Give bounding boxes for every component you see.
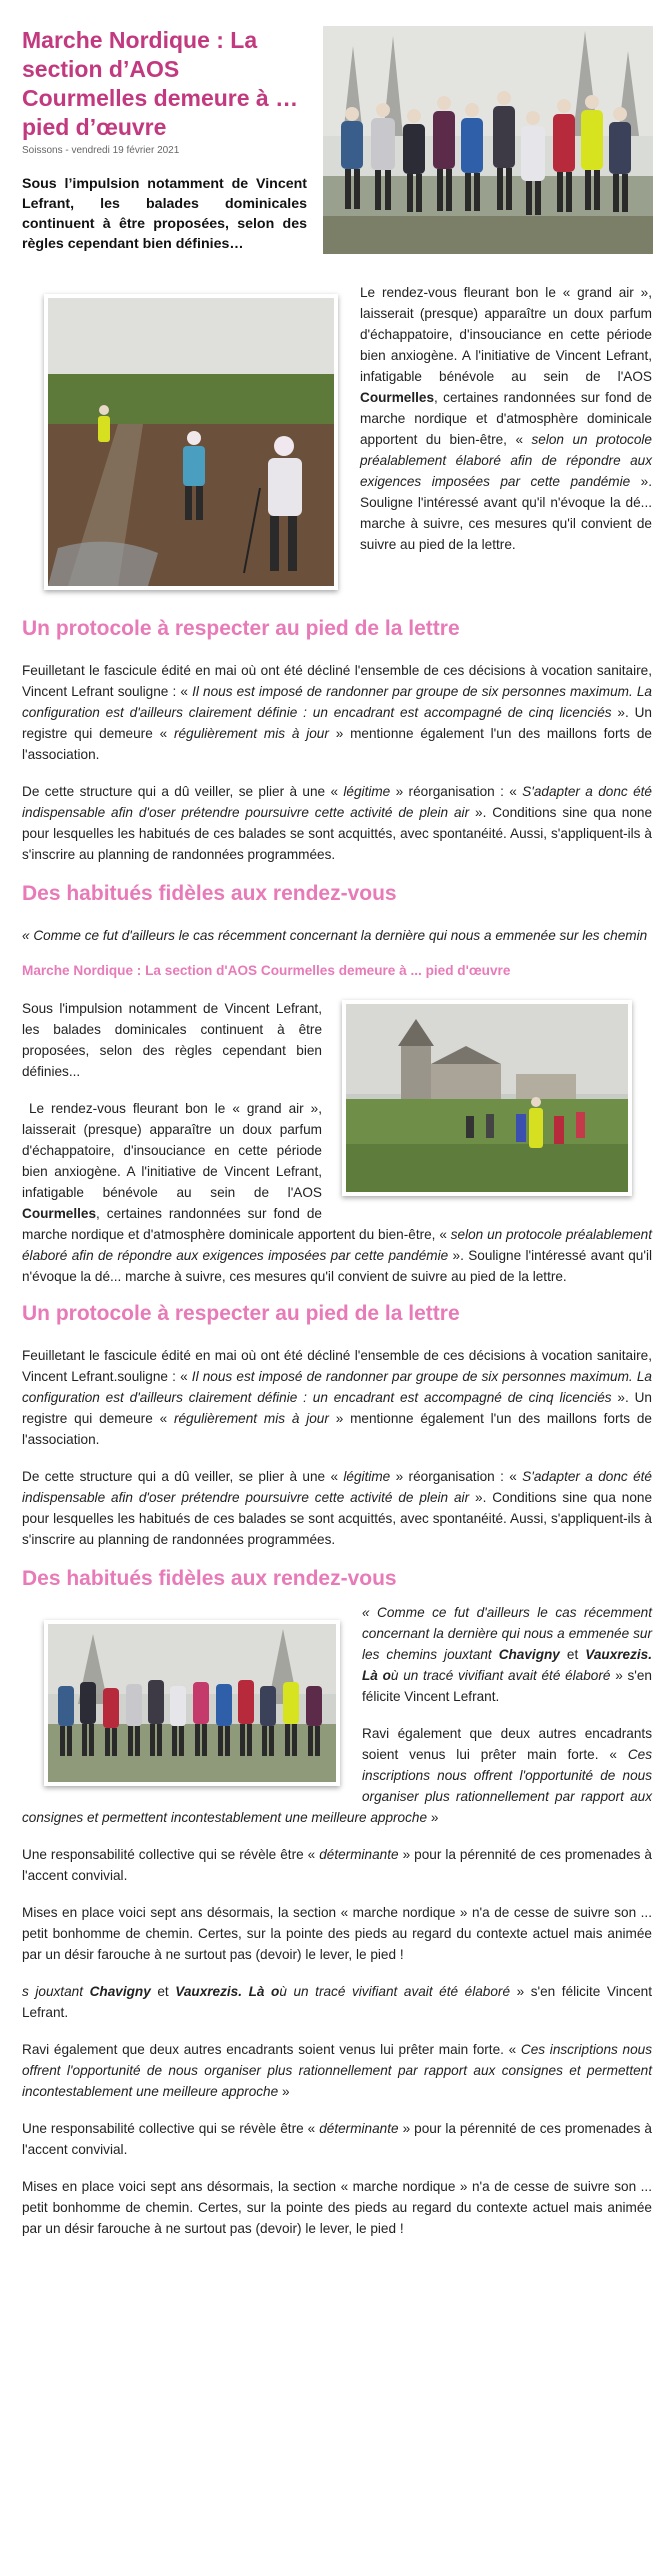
responsabilite-paragraph: Une responsabilité collective qui se révèle être « déterminante » pour la pérennité de ces promenades à l'accent convivial. [22, 1847, 652, 1883]
intro-paragraph: Le rendez-vous fleurant bon le « grand air », laisserait (presque) apparaître un doux parfum d'échappatoire, d'insouciance en cette période bien anxiogène. A l'initiative de Vincent Lefrant, infatigable bénévole au sein de l'AOS Courmelles, certaines randonnées sur fond de marche nordique et d'atmosphère dominicale apportent du bien-être, « selon un protocole préalablement élaboré afin de répondre aux exigences imposées par cette pandémie ». Souligne l'intéressé avant qu'il n'évoque la dé... marche à suivre, ces mesures qu'il convient de suivre au pied de la lettre. [360, 285, 652, 552]
structure-paragraph-repeat: De cette structure qui a dû veiller, se plier à une « légitime » réorganisation : « S'adapter a donc été indispensable afin d'oser prétendre poursuivre cette activité de plein air ». Conditions sine qua none pour lesquelles les habitués de ces balades se sont acquittés, avec spontanéité. Aussi, s'appliquent-ils à s'inscrire au planning de randonnées programmées. [22, 1469, 653, 1547]
protocol-paragraph: Feuilletant le fascicule édité en mai où ont été décliné l'ensemble de ces décisions à vocation sanitaire, Vincent Lefrant souligne : « Il nous est imposé de randonner par groupe de six personnes maximum. La configuration est d'ailleurs clairement définie : un encadrant est accompagné de cinq licenciés ». Un registre qui demeure « régulièrement mis à jour » mentionne également l'un des maillons forts de l'association. [22, 663, 652, 762]
article-lead: Sous l’impulsion notamment de Vincent Lefrant, les balades dominicales continuent à être proposées, selon des règles cependant bien définies… [22, 176, 307, 252]
lead-repeat: Sous l'impulsion notamment de Vincent Lefrant, les balades dominicales continuent à être proposées, selon des règles cependant bien définies... [22, 1001, 322, 1079]
responsabilite-paragraph-repeat: Une responsabilité collective qui se révèle être « déterminante » pour la pérennité de ces promenades à l'accent convivial. [22, 2121, 652, 2157]
repeated-title: Marche Nordique : La section d'AOS Courmelles demeure à ... pied d'œuvre [22, 963, 511, 978]
encadrants-paragraph: Ravi également que deux autres encadrants soient venus lui prêter main forte. « Ces inscriptions nous offrent l'opportunité de nous organiser plus rationnellement par rapport aux consignes et permettent incontestablement une meilleure approche » [22, 1726, 652, 1825]
article-title: Marche Nordique : La section d’AOS Courmelles demeure à … pied d’œuvre [22, 27, 299, 140]
heading-protocole-repeat: Un protocole à respecter au pied de la lettre [22, 1302, 460, 1325]
quote-chavigny: « Comme ce fut d'ailleurs le cas récemment concernant la dernière qui nous a emmenée sur les chemins jouxtant Chavigny et Vauxrezis. Là où un tracé vivifiant avait été élaboré » s'en félicite Vincent Lefrant. [362, 1605, 653, 1704]
heading-habitues-repeat: Des habitués fidèles aux rendez-vous [22, 1567, 397, 1590]
photo-muddy-path [44, 294, 338, 590]
structure-paragraph: De cette structure qui a dû veiller, se plier à une « légitime » réorganisation : « S'adapter a donc été indispensable afin d'oser prétendre poursuivre cette activité de plein air ». Conditions sine qua none pour lesquelles les habitués de ces balades se sont acquittés, avec spontanéité. Aussi, s'appliquent-ils à s'inscrire au planning de randonnées programmées. [22, 784, 653, 862]
article-dateline: Soissons - vendredi 19 février 2021 [22, 145, 180, 156]
group-photo-park [323, 26, 653, 254]
heading-protocole: Un protocole à respecter au pied de la lettre [22, 617, 460, 640]
encadrants-paragraph-repeat: Ravi également que deux autres encadrants soient venus lui prêter main forte. « Ces inscriptions nous offrent l'opportunité de nous organiser plus rationnellement par rapport aux consignes et permettent incontestablement une meilleure approche » [22, 2042, 652, 2099]
intro-paragraph-repeat: Le rendez-vous fleurant bon le « grand air », laisserait (presque) apparaître un doux parfum d'échappatoire, d'insouciance en cette période bien anxiogène. A l'initiative de Vincent Lefrant, infatigable bénévole au sein de l'AOS Courmelles, certaines randonnées sur fond de marche nordique et d'atmosphère dominicale apportent du bien-être, « selon un protocole préalablement élaboré afin de répondre aux exigences imposées par cette pandémie ». Souligne l'intéressé avant qu'il n'évoque la dé... marche à suivre, ces mesures qu'il convient de suivre au pied de la lettre. [22, 1101, 652, 1284]
quote-chavigny-fragment: s jouxtant Chavigny et Vauxrezis. Là où un tracé vivifiant avait été élaboré » s'en félicite Vincent Lefrant. [22, 1984, 653, 2020]
quote-short: « Comme ce fut d'ailleurs le cas récemment concernant la dernière qui nous a emmenée sur les chemin [22, 928, 648, 943]
sept-ans-paragraph-repeat: Mises en place voici sept ans désormais, la section « marche nordique » n'a de cesse de suivre son ... petit bonhomme de chemin. Certes, sur la pointe des pieds au regard du contexte actuel mais animée par un désir farouche à ne surtout pas (devoir) le lever, le pied ! [22, 2179, 652, 2236]
protocol-paragraph-repeat: Feuilletant le fascicule édité en mai où ont été décliné l'ensemble de ces décisions à vocation sanitaire, Vincent Lefrant.souligne : « Il nous est imposé de randonner par groupe de six personnes maximum. La configuration est d'ailleurs clairement définie : un encadrant est accompagné de cinq licenciés ». Un registre qui demeure « régulièrement mis à jour » mentionne également l'un des maillons forts de l'association. [22, 1348, 652, 1447]
photo-group-trees [44, 1620, 340, 1786]
sept-ans-paragraph: Mises en place voici sept ans désormais, la section « marche nordique » n'a de cesse de suivre son ... petit bonhomme de chemin. Certes, sur la pointe des pieds au regard du contexte actuel mais animée par un désir farouche à ne surtout pas (devoir) le lever, le pied ! [22, 1905, 652, 1962]
photo-village-church [342, 1000, 632, 1196]
heading-habitues: Des habitués fidèles aux rendez-vous [22, 882, 397, 905]
article-body [22, 282, 652, 2239]
